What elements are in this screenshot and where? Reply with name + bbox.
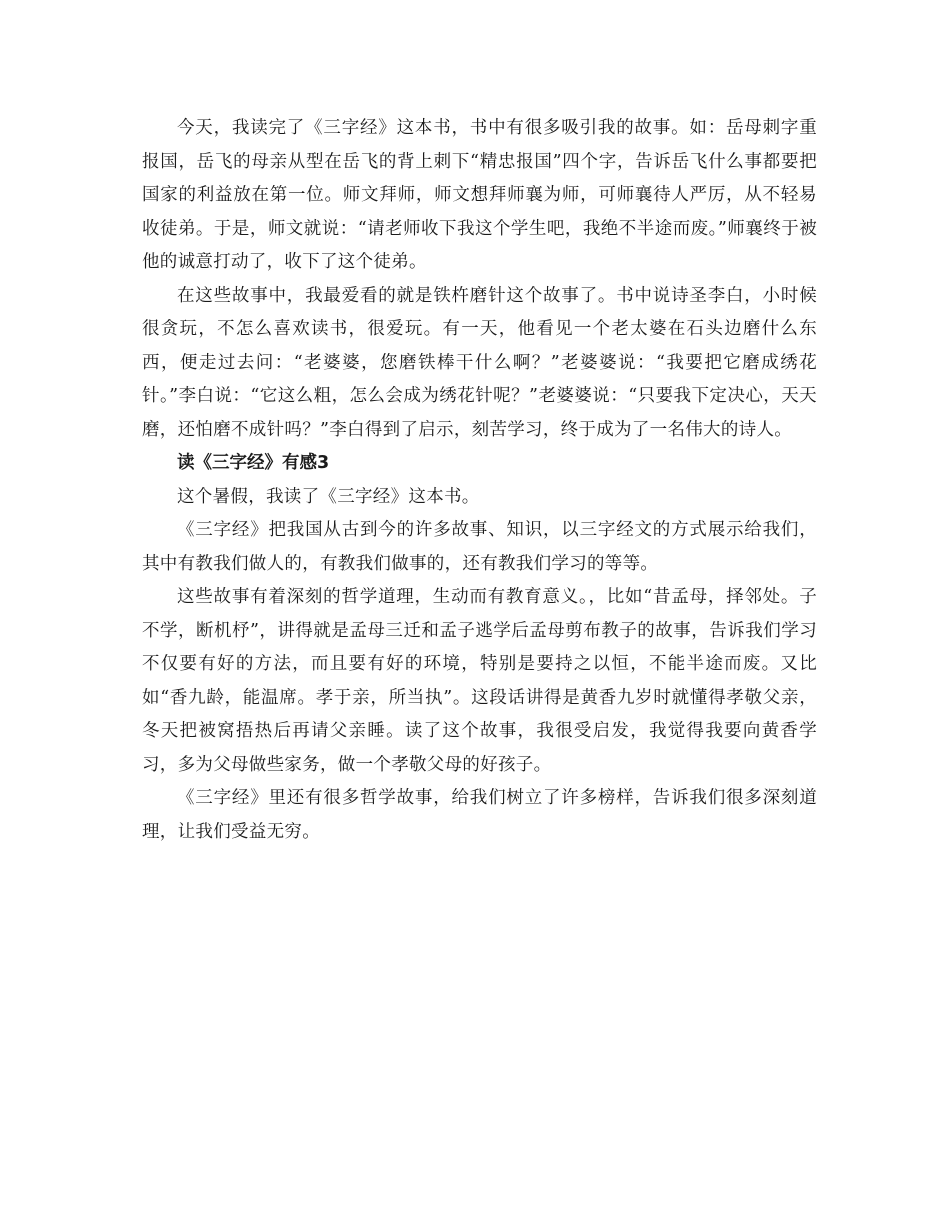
paragraph-li-bai-story: 在这些故事中，我最爱看的就是铁杵磨针这个故事了。书中说诗圣李白，小时候很贪玩，不怎么喜欢读书，很爱玩。有一天，他看见一个老太婆在石头边磨什么东西，便走过去问：“老婆婆，您磨铁棒干什么啊？”老婆婆说：“我要把它磨成绣花针。”李白说：“它这么粗，怎么会成为绣花针呢？”老婆婆说：“只要我下定决心，天天磨，还怕磨不成针吗？”李白得到了启示，刻苦学习，终于成为了一名伟大的诗人。 — [142, 285, 817, 440]
paragraph-conclusion: 《三字经》里还有很多哲学故事，给我们树立了许多榜样，告诉我们很多深刻道理，让我们受益无穷。 — [142, 788, 817, 842]
paragraph-book-overview: 《三字经》把我国从古到今的许多故事、知识，以三字经文的方式展示给我们，其中有教我们做人的，有教我们做事的，还有教我们学习的等等。 — [142, 520, 817, 574]
document-body — [142, 112, 817, 849]
paragraph-summer-reading: 这个暑假，我读了《三字经》这本书。 — [177, 486, 480, 507]
paragraph-philosophy-stories: 这些故事有着深刻的哲学道理，生动而有教育意义。，比如“昔孟母，择邻处。子不学，断机杼”，讲得就是孟母三迁和孟子逃学后孟母剪布教子的故事，告诉我们学习不仅要有好的方法，而且要有好的环境，特别是要持之以恒，不能半途而废。又比如“香九龄，能温席。孝于亲，所当执”。这段话讲得是黄香九岁时就懂得孝敬父亲，冬天把被窝捂热后再请父亲睡。读了这个故事，我很受启发，我觉得我要向黄香学习，多为父母做些家务，做一个孝敬父母的好孩子。 — [142, 587, 817, 775]
paragraph-yue-fei-story: 今天，我读完了《三字经》这本书，书中有很多吸引我的故事。如：岳母刺字重报国，岳飞的母亲从型在岳飞的背上刺下“精忠报国”四个字，告诉岳飞什么事都要把国家的利益放在第一位。师文拜师，师文想拜师襄为师，可师襄待人严厉，从不轻易收徒弟。于是，师文就说：“请老师收下我这个学生吧，我绝不半途而废。”师襄终于被他的诚意打动了，收下了这个徒弟。 — [142, 118, 817, 272]
section-heading: 读《三字经》有感3 — [177, 453, 330, 473]
